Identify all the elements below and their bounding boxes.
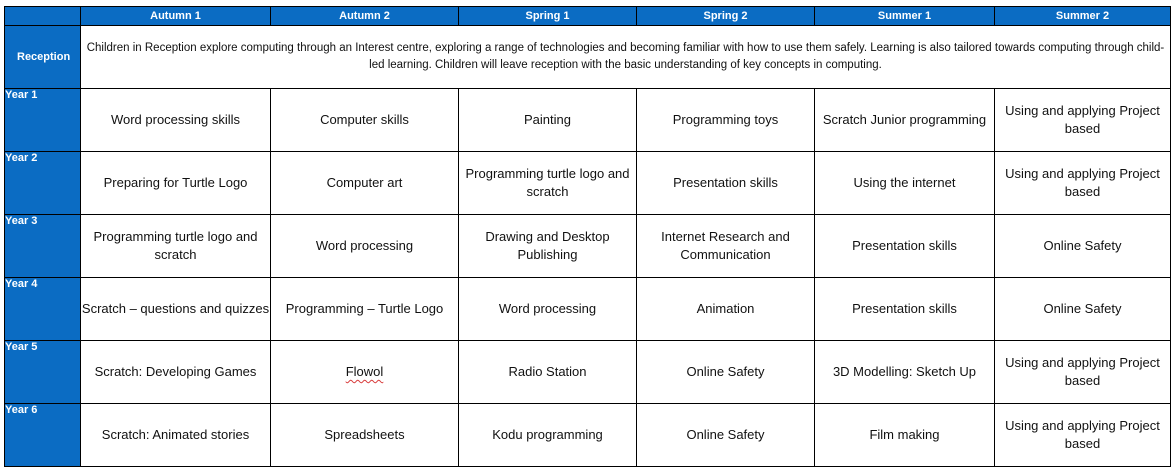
curriculum-table: [4, 6, 1171, 467]
table-cell: Presentation skills: [637, 152, 815, 215]
table-cell: Using and applying Project based: [995, 404, 1171, 467]
table-cell: Programming toys: [637, 89, 815, 152]
table-cell: Presentation skills: [815, 278, 995, 341]
table-cell: Using and applying Project based: [995, 152, 1171, 215]
column-header-spring-2: Spring 2: [637, 7, 815, 26]
column-header-autumn-2: Autumn 2: [271, 7, 459, 26]
table-cell: Word processing: [271, 215, 459, 278]
table-row-year-6: [5, 404, 1171, 467]
table-cell: Programming turtle logo and scratch: [459, 152, 637, 215]
table-row-year-4: [5, 278, 1171, 341]
table-cell: Painting: [459, 89, 637, 152]
table-row-year-1: [5, 89, 1171, 152]
row-header-year-5: Year 5: [5, 341, 81, 404]
table-cell: Animation: [637, 278, 815, 341]
row-header-year-4: Year 4: [5, 278, 81, 341]
row-header-year-1: Year 1: [5, 89, 81, 152]
table-cell: Using and applying Project based: [995, 341, 1171, 404]
table-cell: Internet Research and Communication: [637, 215, 815, 278]
table-cell: 3D Modelling: Sketch Up: [815, 341, 995, 404]
table-cell: [271, 341, 459, 404]
table-cell: Preparing for Turtle Logo: [81, 152, 271, 215]
table-cell: Spreadsheets: [271, 404, 459, 467]
curriculum-table-wrapper: [4, 6, 1171, 467]
table-cell: Drawing and Desktop Publishing: [459, 215, 637, 278]
row-header-reception: Reception: [5, 26, 81, 89]
table-cell: Presentation skills: [815, 215, 995, 278]
table-row-year-3: [5, 215, 1171, 278]
spellcheck-flagged-word: Flowol: [345, 364, 384, 379]
row-header-year-2: Year 2: [5, 152, 81, 215]
table-cell: Film making: [815, 404, 995, 467]
row-header-year-3: Year 3: [5, 215, 81, 278]
table-cell: Online Safety: [637, 404, 815, 467]
table-cell: Scratch Junior programming: [815, 89, 995, 152]
table-row-year-2: [5, 152, 1171, 215]
column-header-autumn-1: Autumn 1: [81, 7, 271, 26]
table-cell: Computer art: [271, 152, 459, 215]
corner-cell: [5, 7, 81, 26]
table-cell: Scratch: Developing Games: [81, 341, 271, 404]
table-cell: Computer skills: [271, 89, 459, 152]
table-cell: Using the internet: [815, 152, 995, 215]
table-cell: Online Safety: [637, 341, 815, 404]
table-cell: Programming – Turtle Logo: [271, 278, 459, 341]
column-header-spring-1: Spring 1: [459, 7, 637, 26]
row-header-year-6: Year 6: [5, 404, 81, 467]
table-cell: Radio Station: [459, 341, 637, 404]
table-cell: Scratch – questions and quizzes: [81, 278, 271, 341]
header-row: [5, 7, 1171, 26]
column-header-summer-1: Summer 1: [815, 7, 995, 26]
reception-description: Children in Reception explore computing through an Interest centre, exploring a range of technologies and becoming familiar with how to use them safely. Learning is also tailored towards computing through child-led learning. Children will leave reception with the basic understanding of key concepts in computing.: [81, 26, 1171, 89]
table-cell: Scratch: Animated stories: [81, 404, 271, 467]
table-cell: Online Safety: [995, 278, 1171, 341]
table-cell: Online Safety: [995, 215, 1171, 278]
table-cell: Using and applying Project based: [995, 89, 1171, 152]
table-cell: Kodu programming: [459, 404, 637, 467]
table-cell: Programming turtle logo and scratch: [81, 215, 271, 278]
column-header-summer-2: Summer 2: [995, 7, 1171, 26]
table-row-reception: [5, 26, 1171, 89]
table-cell: Word processing: [459, 278, 637, 341]
table-cell: Word processing skills: [81, 89, 271, 152]
table-row-year-5: [5, 341, 1171, 404]
